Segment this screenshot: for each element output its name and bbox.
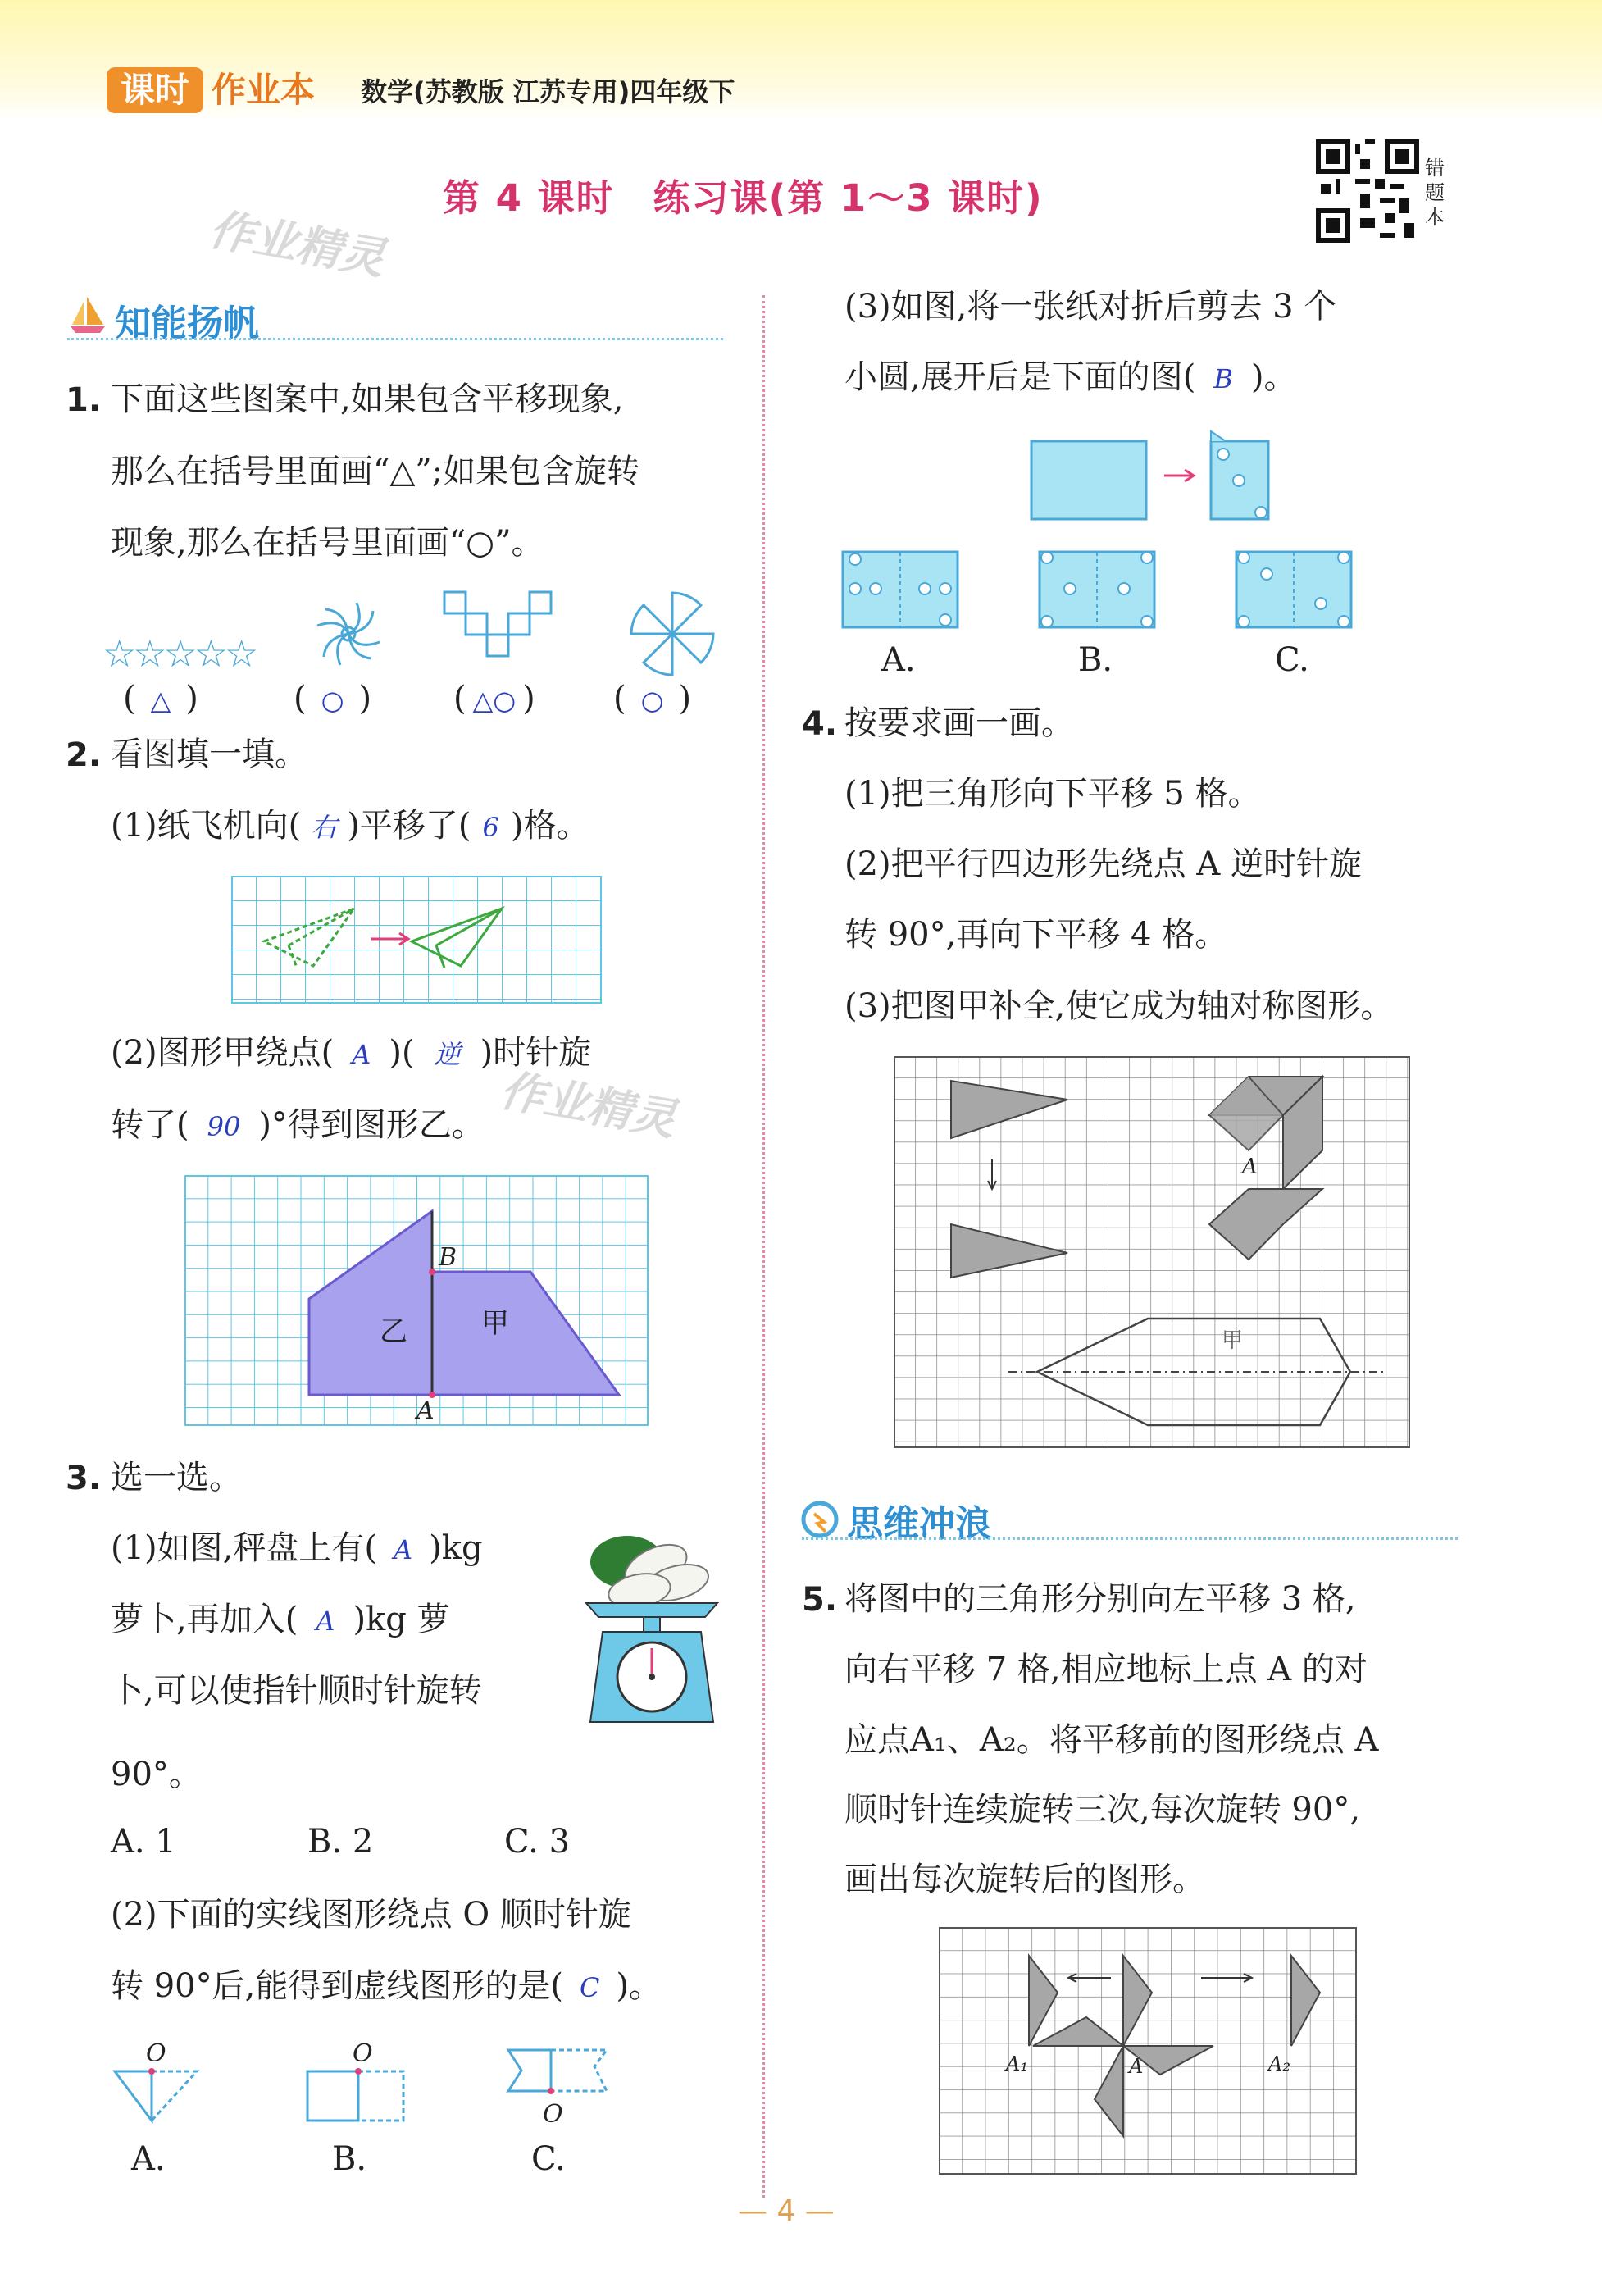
watermark-mid: 作业精灵 [496,1064,680,1146]
q5-line-4: 顺时针连续旋转三次,每次旋转 90°, [844,1791,1361,1829]
q3-p1-option-c: C. 3 [504,1823,571,1861]
q1-staircase-pattern [443,590,574,672]
page-number: — 4 — [738,2194,835,2228]
label-jia: 甲 [481,1307,509,1340]
q2-part2-line1: (2)图形甲绕点( A )( 逆 )时针旋 [111,1034,592,1072]
o-label-c: O [543,2100,563,2129]
qr-code-icon[interactable] [1316,139,1419,243]
q3-p2-figure-c [500,2042,615,2132]
o-label-b: O [353,2042,373,2068]
q4-drawing-grid [894,1056,1410,1448]
q5-line-1: 将图中的三角形分别向左平移 3 格, [844,1580,1356,1618]
q2-answer-dir: 逆 [434,1039,461,1070]
q2-part1: (1)纸飞机向( 右 )平移了( 6 )格。 [111,807,589,845]
q1-answer-2: ○ [321,685,344,716]
q3-lead: 选一选。 [111,1459,242,1496]
q3-p1-line3: 卜,可以使指针顺时针旋转 [111,1672,482,1710]
q1-number: 1. [66,381,102,419]
label-A1: A₁ [1006,2052,1028,2075]
q4-line-1: (1)把三角形向下平移 5 格。 [844,775,1261,813]
q2-answer-point: A [352,1039,371,1070]
section-siwei-title: 思维冲浪 [847,1503,991,1545]
q3-p3-choice-a [840,549,963,631]
section-zhineng-title: 知能扬帆 [115,303,259,344]
q3-answer-3: B [1213,363,1233,394]
q3-answer-2: C [579,1972,600,2003]
q3-p3-line1: (3)如图,将一张纸对折后剪去 3 个 [844,288,1337,326]
q3-p3-option-b: B. [1078,641,1113,679]
q3-p2-option-a: A. [131,2140,166,2178]
q3-p3-option-c: C. [1275,641,1309,679]
q3-p3-choice-c [1234,549,1357,631]
q2-airplane-grid [231,876,602,1004]
q3-p3-choice-b [1037,549,1160,631]
q3-number: 3. [66,1460,102,1497]
q2-lead: 看图填一填。 [111,736,307,773]
q1-answer-1: △ [150,685,171,716]
q1-line-2: 那么在括号里面画“△”;如果包含旋转 [111,453,640,490]
wave-icon [799,1499,840,1540]
q1-answer-3: △○ [472,685,517,716]
scale-with-radishes-icon [578,1525,726,1726]
brand-name: 作业本 [212,70,316,110]
q1-answer-4: ○ [640,685,664,716]
q1-spiral-pattern [312,597,385,671]
lesson-title: 第 4 课时 练习课(第 1～3 课时) [443,176,1044,220]
q3-p3-line2: 小圆,展开后是下面的图( B )。 [844,358,1297,396]
q2-part2-line2: 转了( 90 )°得到图形乙。 [111,1106,485,1144]
label-B: B [439,1243,457,1272]
label-A-q5: A [1129,2055,1144,2078]
section-siwei-line [802,1538,1458,1540]
q2-rotation-grid [184,1175,649,1426]
q4-lead: 按要求画一画。 [844,704,1074,742]
label-yi: 乙 [380,1315,407,1348]
q1-bracket-3: ( △○ ) [453,680,535,718]
qr-label: 错题本 [1425,157,1445,229]
q4-line-2: (2)把平行四边形先绕点 A 逆时针旋 [844,845,1362,883]
q3-p2-option-b: B. [332,2140,367,2178]
q3-answer-1b: A [316,1606,335,1637]
q1-bracket-4: ( ○ ) [613,680,692,718]
label-A-q4: A [1242,1155,1258,1179]
q1-fan-pattern [627,589,717,679]
q5-line-2: 向右平移 7 格,相应地标上点 A 的对 [844,1651,1368,1688]
brand-logo: 课时 [107,67,203,113]
q3-p1-option-a: A. 1 [111,1823,176,1861]
q3-p2-line2: 转 90°后,能得到虚线图形的是( C )。 [111,1967,662,2005]
q4-number: 4. [802,705,838,743]
column-divider [762,295,765,2198]
q3-p2-figure-b [303,2042,410,2124]
q3-p3-fold-figure [1029,426,1275,525]
q3-p1-line4: 90°。 [111,1756,202,1793]
q3-p2-option-c: C. [531,2140,566,2178]
q1-bracket-2: ( ○ ) [294,680,372,718]
o-label-a: O [146,2042,166,2068]
label-A: A [416,1396,435,1425]
q1-stars-pattern: ☆☆☆☆☆ [102,631,256,676]
q3-answer-1a: A [393,1534,413,1565]
q5-number: 5. [802,1581,838,1619]
q3-p1-line2: 萝卜,再加入( A )kg 萝 [111,1601,450,1638]
q2-number: 2. [66,736,102,774]
book-info: 数学(苏教版 江苏专用)四年级下 [361,76,735,107]
label-jia-q4: 甲 [1222,1328,1244,1353]
q4-line-4: (3)把图甲补全,使它成为轴对称图形。 [844,987,1394,1025]
q1-bracket-1: ( △ ) [123,680,198,718]
q1-line-3: 现象,那么在括号里面画“○”。 [111,524,544,562]
q5-line-5: 画出每次旋转后的图形。 [844,1861,1205,1898]
q3-p2-figure-a [107,2042,213,2124]
section-zhineng-line [67,338,723,340]
q4-line-3: 转 90°,再向下平移 4 格。 [844,916,1228,954]
q3-p1-line1: (1)如图,秤盘上有( A )kg [111,1529,483,1567]
watermark-top: 作业精灵 [205,203,389,285]
sailboat-icon [67,294,108,335]
q2-answer-angle: 90 [207,1111,241,1142]
q5-line-3: 应点A₁、A₂。将平移前的图形绕点 A [844,1721,1379,1759]
q2-answer-direction: 右 [311,812,338,843]
q1-line-1: 下面这些图案中,如果包含平移现象, [111,380,624,418]
q2-answer-cells: 6 [482,812,499,843]
q3-p3-option-a: A. [881,641,916,679]
q3-p2-line1: (2)下面的实线图形绕点 O 顺时针旋 [111,1896,631,1934]
label-A2: A₂ [1268,2052,1290,2075]
q3-p1-option-b: B. 2 [307,1823,374,1861]
q5-rotation-grid [939,1927,1357,2175]
